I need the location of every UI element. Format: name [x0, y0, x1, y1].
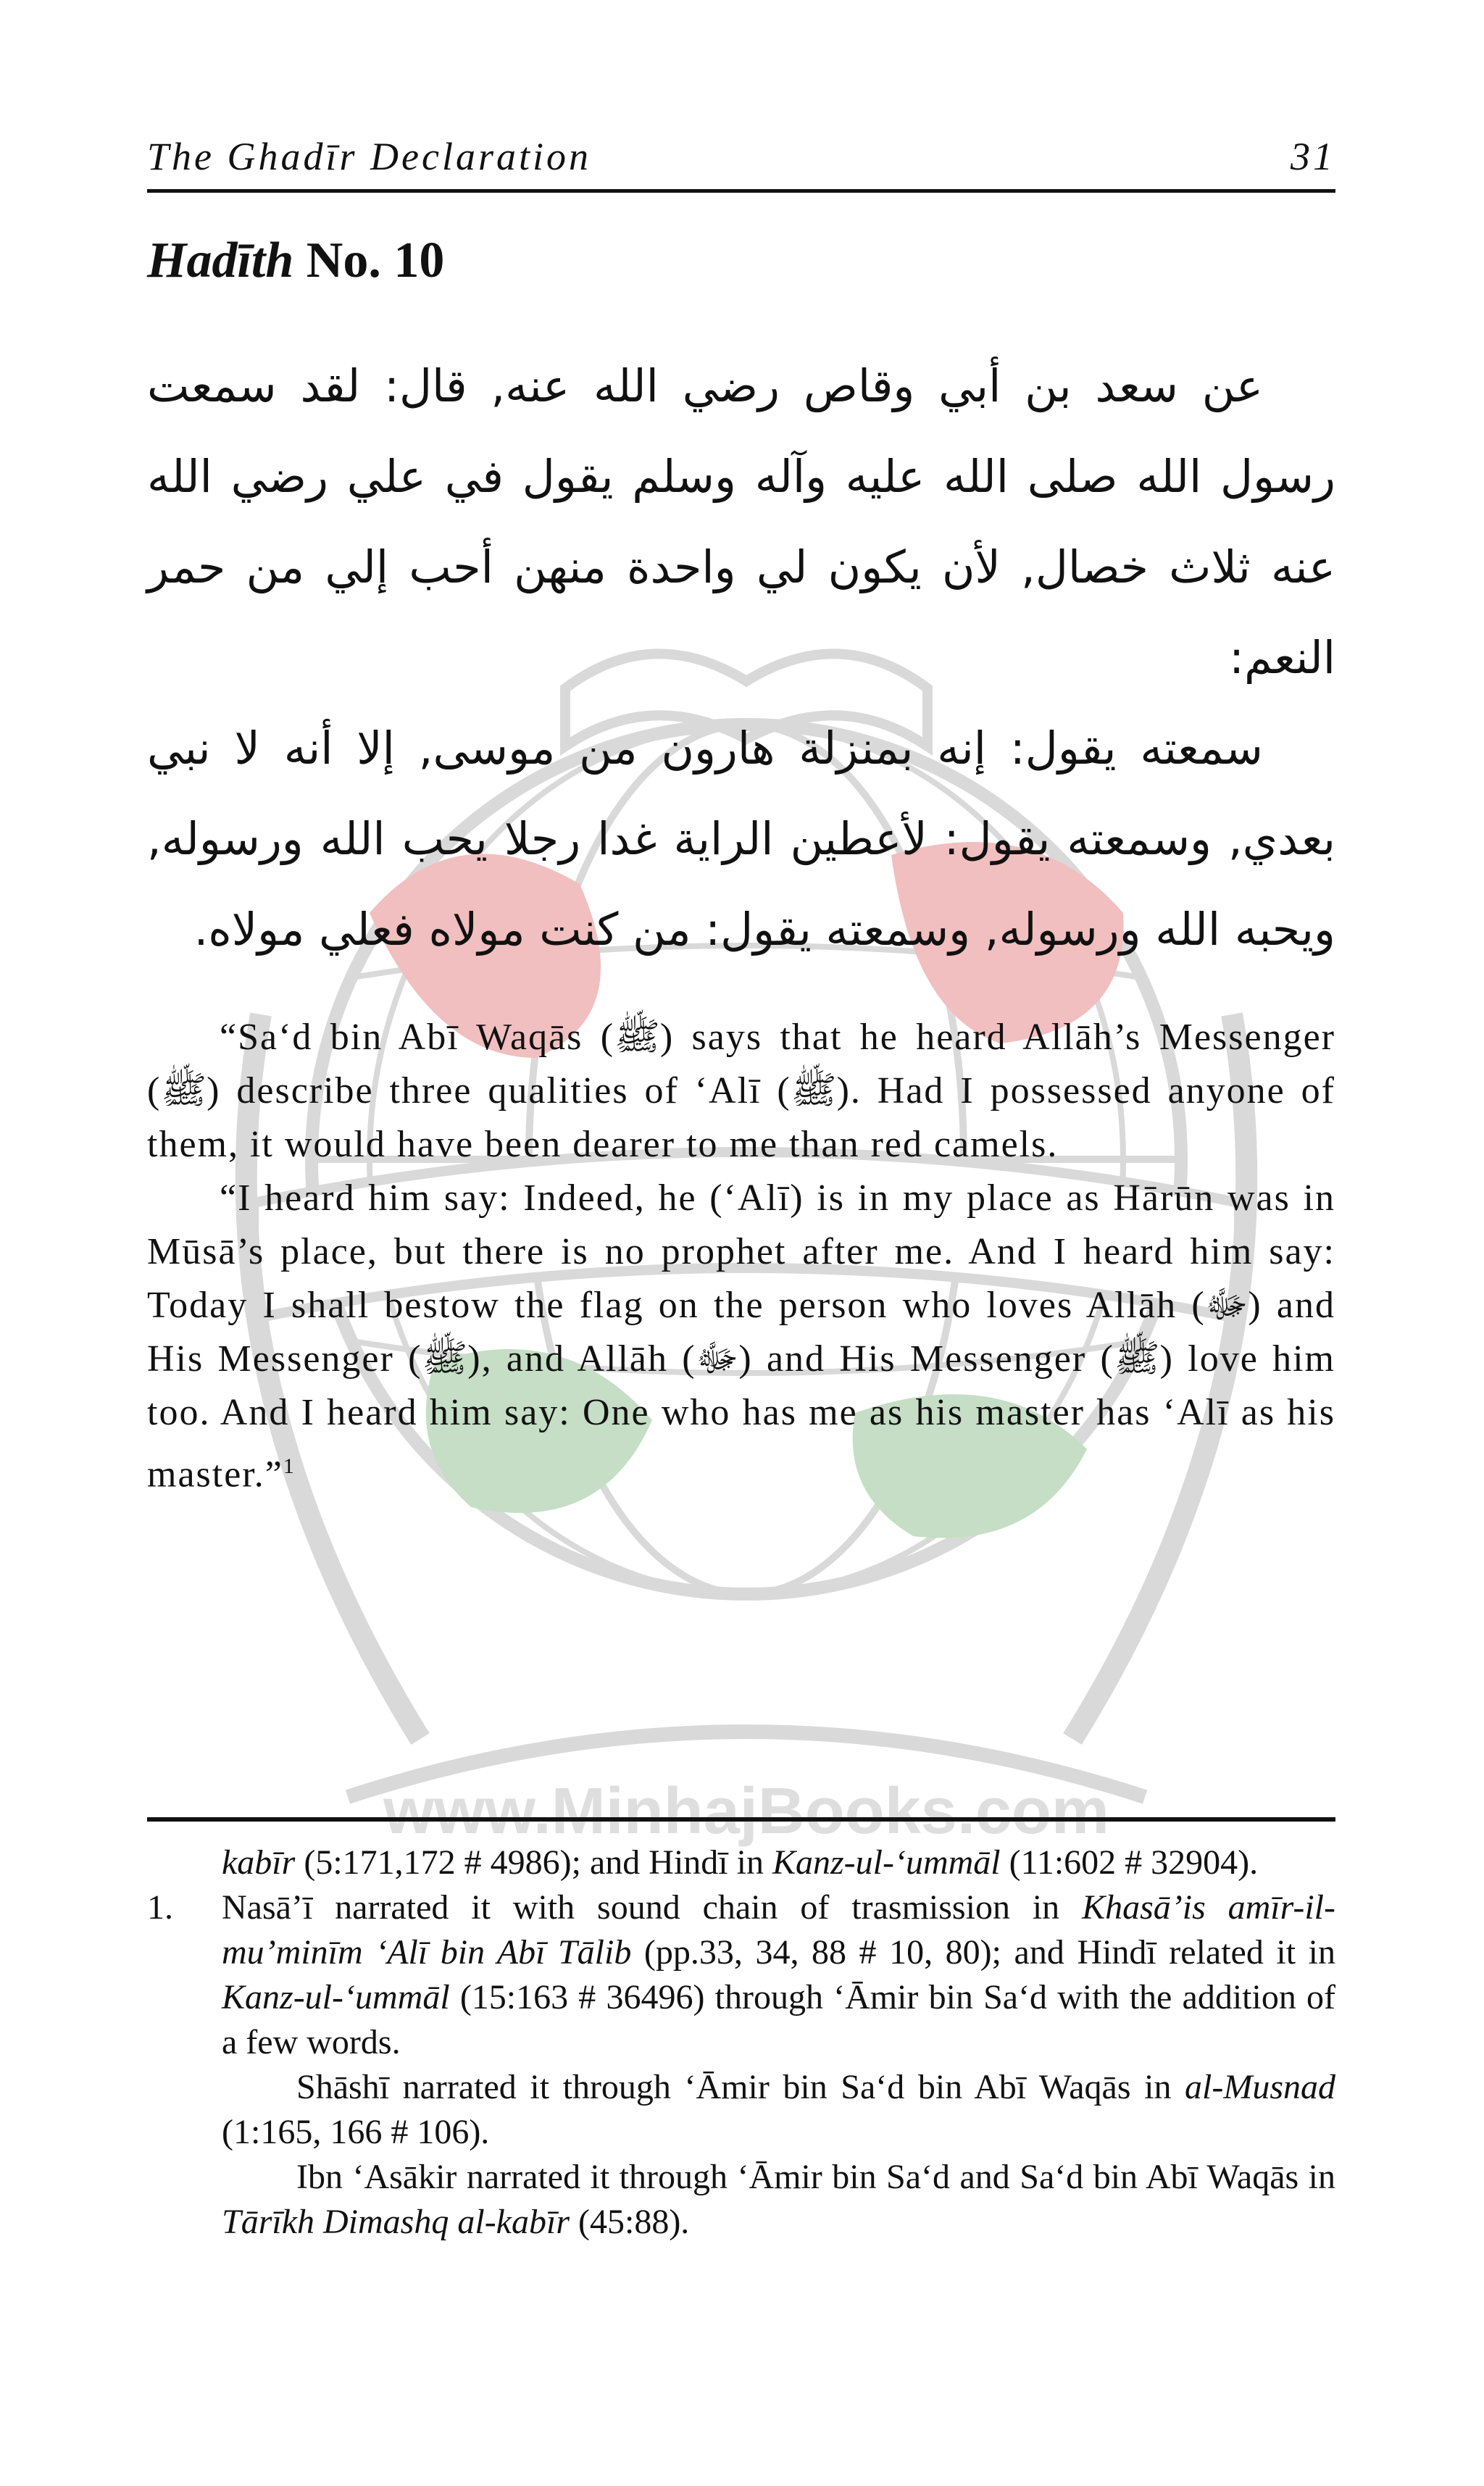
footnotes — [147, 1840, 1335, 2245]
source-title: al-Musnad — [1185, 2068, 1335, 2106]
hadith-heading — [147, 232, 1335, 290]
source-title: Tārīkh Dimashq al-kabīr — [222, 2203, 570, 2241]
footnote-paragraph — [222, 2155, 1335, 2245]
footnote-rule — [147, 1817, 1335, 1822]
english-paragraph-text: “I heard him say: Indeed, he (‘Alī) is in my place as Hārūn was in Mūsā’s place, but there is no prophet after me. And I heard him say: Today I shall bestow the flag on the person who loves Allāh (ﷻ) and His Messenger (ﷺ), and Allāh (ﷻ) and His Messenger (ﷺ) love him too. And I heard him say: One who has me as his master has ‘Alī as his master.” — [147, 1177, 1335, 1496]
footnote-text: (pp.33, 34, 88 # 10, 80); and Hindī related it in — [631, 1933, 1335, 1972]
footnote-paragraph — [222, 2065, 1335, 2155]
source-title: Kanz-ul-‘ummāl — [222, 1978, 450, 2016]
footnote-number: 1. — [147, 1888, 173, 1927]
page-number: 31 — [1291, 135, 1335, 178]
running-head — [147, 128, 1335, 193]
arabic-text — [147, 341, 1335, 975]
footnote-text: (15:163 # 36496) through ‘Āmir bin Sa‘d with the addition of a few words. — [222, 1978, 1335, 2061]
footnote-1 — [147, 1885, 1335, 2245]
footnote-text: (11:602 # 32904). — [1000, 1843, 1259, 1882]
english-translation — [147, 1011, 1335, 1501]
book-title: The Ghadīr Declaration — [147, 135, 591, 178]
hadith-heading-number: No. 10 — [306, 233, 445, 288]
footnote-paragraph — [222, 1885, 1335, 2065]
footnote-continuation — [147, 1840, 1335, 1885]
footnote-text: (1:165, 166 # 106). — [222, 2113, 490, 2151]
source-title: kabīr — [222, 1843, 296, 1882]
footnote-text: Ibn ‘Asākir narrated it through ‘Āmir bin Sa‘d and Sa‘d bin Abī Waqās in — [296, 2158, 1335, 2196]
arabic-paragraph: عن سعد بن أبي وقاص رضي الله عنه, قال: لقد سمعت رسول الله صلى الله عليه وآله وسلم يقول في علي رضي الله عنه ثلاث خصال, لأن يكون لي واحدة منهن أحب إلي من حمر النعم: — [147, 359, 1335, 684]
source-title: Khasā’is amīr-il-mu’minīm ‘Alī bin Abī Tālib — [222, 1888, 1335, 1972]
footnote-marker: 1 — [283, 1454, 296, 1478]
source-title: Kanz-ul-‘ummāl — [772, 1843, 1001, 1882]
english-paragraph: “Sa‘d bin Abī Waqās (ﷺ) says that he heard Allāh’s Messenger (ﷺ) describe three qualities of ‘Alī (ﷺ). Had I possessed anyone of them, it would have been dearer to me than red camels. — [147, 1017, 1335, 1165]
footnote-body — [222, 1885, 1335, 2245]
footnote-text: Nasā’ī narrated it with sound chain of trasmission in — [222, 1888, 1083, 1927]
arabic-paragraph: سمعته يقول: إنه بمنزلة هارون من موسى, إلا أنه لا نبي بعدي, وسمعته يقول: لأعطين الراية غدا رجلا يحب الله ورسوله, ويحبه الله ورسوله, وسمعته يقول: من كنت مولاه فعلي مولاه. — [147, 722, 1335, 956]
hadith-heading-word: Hadīth — [147, 233, 294, 288]
english-paragraph — [147, 1172, 1335, 1501]
footnote-text: (5:171,172 # 4986); and Hindī in — [295, 1843, 772, 1882]
watermark-url: www.MinhajBooks.com — [383, 1775, 1109, 1848]
footnote-text: (45:88). — [570, 2203, 690, 2241]
footnote-text: Shāshī narrated it through ‘Āmir bin Sa‘d bin Abī Waqās in — [296, 2068, 1185, 2106]
